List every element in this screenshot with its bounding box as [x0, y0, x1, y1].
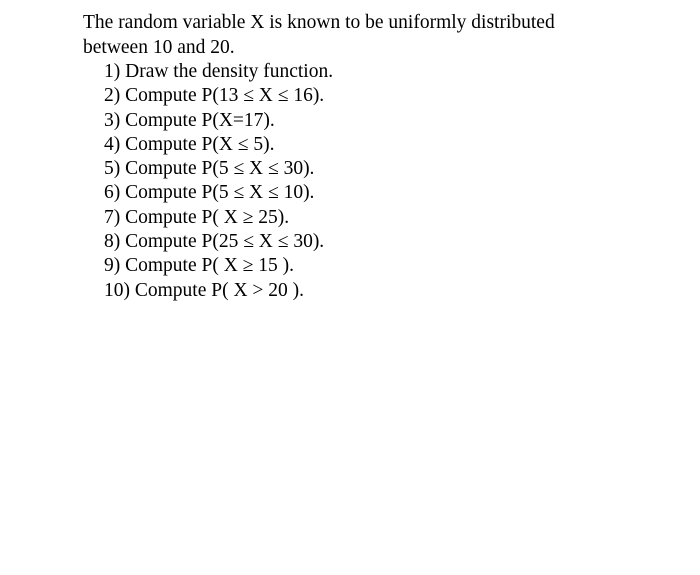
question-9: 9) Compute P( X ≥ 15 ).: [104, 255, 294, 277]
problem-statement: [83, 10, 683, 303]
question-6: 6) Compute P(5 ≤ X ≤ 10).: [104, 182, 315, 204]
question-10: 10) Compute P( X > 20 ).: [104, 279, 305, 301]
question-8: 8) Compute P(25 ≤ X ≤ 30).: [104, 231, 325, 253]
question-list: [83, 60, 683, 303]
question-3: 3) Compute P(X=17).: [104, 109, 275, 131]
intro-line-1: The random variable X is known to be uniformly distributed: [83, 12, 555, 33]
question-7: 7) Compute P( X ≥ 25).: [104, 206, 290, 228]
question-5: 5) Compute P(5 ≤ X ≤ 30).: [104, 158, 315, 180]
intro-line-2: between 10 and 20.: [83, 37, 235, 58]
question-1: 1) Draw the density function.: [104, 61, 334, 82]
question-4: 4) Compute P(X ≤ 5).: [104, 133, 275, 155]
question-2: 2) Compute P(13 ≤ X ≤ 16).: [104, 85, 325, 107]
problem-intro: [83, 10, 683, 60]
